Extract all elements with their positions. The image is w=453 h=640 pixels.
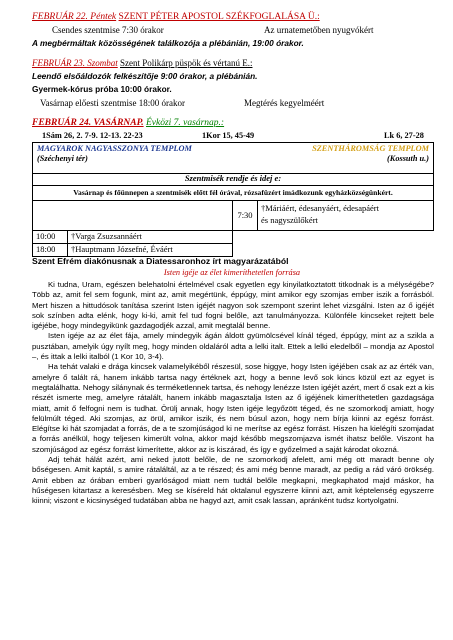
right-intent-2: és nagyszülőkért [261,215,318,225]
reading-2: 1Kor 15, 45-49 [202,131,255,140]
rosary-notice: Vasárnap és főünnepen a szentmisék előtt fél órával, rózsafüzért imádkozunk egyházközségünkért. [32,186,434,201]
table-row [33,244,233,257]
feb24-readings [32,131,432,142]
left-blank [32,200,233,230]
feb23-mass-time: Vasárnap előesti szentmise 18:00 órakor [40,98,185,108]
reading-3: Lk 6, 27-28 [384,131,424,140]
church-right: SZENTHÁROMSÁG TEMPLOM [312,144,429,153]
table-row [33,231,233,244]
essay-paragraph-4: Adj tehát hálát azért, ami neked jutott belőle, de ne szomorkodj afelett, ami még ott maradt benne oly bőségesen. Amit kaptál, s amire rátaláltál, az a te részed; és ami még benne maradt, az pedig a rád váró örökség. Amit ebben az órában emberi gyarlóságod miatt nem tudtál belőle megkapni, megkaphatod majd máskor, ha hűségesen kitartasz a keresésben. Meg se kíséreld hát oktalanul egyszerre kiinni azt, amit képtelenség egyszerre kiinni; viszont e kicsinységed tudatában abba ne hagyd azt, amit csak lassan, apránként tudsz kortyolgatni. [32,455,434,506]
left-intent-1: †Varga Zsuzsannáért [68,231,233,244]
feb24-date: FEBRUÁR 24. VASÁRNAP. [32,118,144,128]
feb24-feast: Évközi 7. vasárnap.: [145,118,225,128]
essay-paragraph-1: Ki tudna, Uram, egészen belehatolni értelmével csak egyetlen egy kinyilatkoztatott titkodnak is a mélységébe? Több az, amit fel sem fogunk, mint az, amit megértünk, éppúgy, mint amikor egy szomjas ember iszik a forrásból. Mert hiszen a hittudósok tanítása szerint Isten igéjét nagyon sok szempont szerint lehet vizsgálni. Isten az ő igéjét sok színben adta elénk, hogy ki-ki, amit fel tud fogni belőle, azt tanulmányozza. Különféle kincseket rejtett bele igéjébe, hogy mindegyikünk gazdagodjék azzal, amit megtalál benne. [32,280,434,331]
church-left: MAGYAROK NAGYASSZONYA TEMPLOM [37,144,192,153]
feb23-mass-intent: Megtérés kegyelméért [244,98,325,108]
feb22-mass [32,25,432,36]
left-intent-2: †Hauptmann Józsefné, Éváért [68,244,233,257]
essay-paragraph-3: Ha tehát valaki e drága kincsek valamelyikéből részesül, sose higgye, hogy Isten igéjében csak az az érték van, amelyre ő talált rá, hanem inkább tartsa nagy értéknek azt, hogy a benne levő sok kincs közül ezt az egyet is megtalálhatta. Nehogy silánynak és terméketlennek tartsa, és nehogy lenézze Isten igéjét azért, mert ő csak ezt a kis részét ismerte meg, amelyre rátalált, hanem inkább magasztalja Isten az ő igéjének kimeríthetetlen gazdagsága miatt, amit ő felfogni nem is tudhat. Örülj annak, hogy Isten igéje legyőzött téged, és ne szomorkodj amiatt, hogy felülmúlt téged. Aki szomjas, az örül, amikor iszik, és nem búsul azon, hogy nem bírja kiinni az egész forrást. Elégítse ki hát szomjadat a forrás, de a te szomjúságod ki ne merítse az egész forrást. Hiszen ha kielégíti szomjadat a forrás anélkül, hogy teljesen kimerült volna, akkor majd később megszomjazva ismét ihatsz belőle. Viszont ha szomjúságod az egész forrást kimerítette, akkor az is kiszárad, és így e győzelmed a saját károdat okozná. [32,362,434,454]
right-schedule [232,200,434,231]
left-time-2: 18:00 [33,244,68,257]
reading-1: 1Sám 26, 2. 7-9. 12-13. 22-23 [42,131,143,140]
feb22-meeting: A megbérmáltak közösségének találkozója a plébánián, 19:00 órakor. [32,38,304,48]
feb23-heading [32,58,432,69]
essay-paragraph-2: Isten igéje az az élet fája, amely mindegyik ágán áldott gyümölcsével kínál téged, éppúgy, mint az a szikla a pusztában, amelyik úgy nyílt meg, hogy minden oldaláról adta a lelki italt. Ettek a lelki eledelből – mondja az Apostol –, és ittak a lelki italból (1 Kor 10, 3-4). [32,331,434,362]
mass-order-title: Szentmisék rendje és idej e: [32,172,434,186]
feb23-feast: Szent Polikárp püspök és vértanú E.: [120,58,253,68]
church-right-sub: (Kossuth u.) [387,154,429,163]
feb22-date: FEBRUÁR 22. Péntek [32,12,117,22]
feb24-heading [32,118,432,129]
right-intent-1: †Máriáért, édesanyáért, édesapáért [261,203,379,213]
feb22-feast: SZENT PÉTER APOSTOL SZÉKFOGLALÁSA Ü.: [118,12,320,22]
church-header [32,142,434,174]
feb23-date: FEBRUÁR 23. Szombat [32,58,118,68]
essay-subtitle: Isten igéje az élet kimeríthetetlen forrása [163,268,301,277]
feb22-mass-time: Csendes szentmise 7:30 órakor [52,25,164,35]
left-schedule [32,230,233,257]
essay-title: Szent Efrém diakónusnak a Diatessaronhoz írt magyarázatából [32,256,289,266]
feb23-mass [32,98,432,109]
feb22-heading [32,12,432,23]
feb23-line1: Leendő elsőáldozók felkészítője 9:00 órakor, a plébánián. [32,71,258,81]
feb22-mass-intent: Az urnatemetőben nyugvókért [264,25,374,35]
church-left-sub: (Széchenyi tér) [37,154,88,163]
left-time-1: 10:00 [33,231,68,244]
feb23-line2: Gyermek-kórus próba 10:00 órakor. [32,84,172,94]
right-time: 7:30 [233,200,258,230]
essay-body [32,280,434,507]
